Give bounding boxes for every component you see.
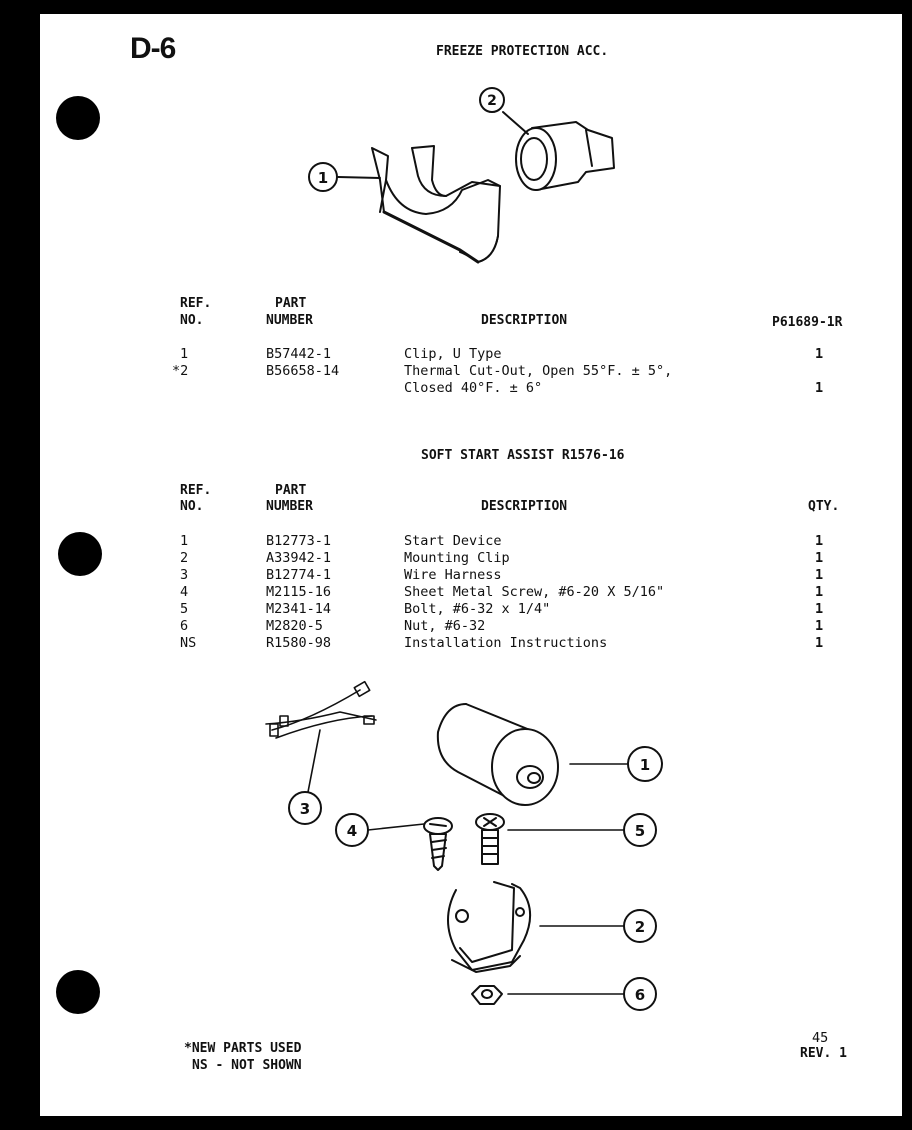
section2-part-header-2: NUMBER bbox=[266, 499, 313, 514]
section1-row1-part: B57442-1 bbox=[266, 346, 332, 362]
section2-row3-ref: 3 bbox=[180, 567, 189, 583]
section2-row5-ref: 5 bbox=[180, 601, 189, 617]
section2-row7-desc: Installation Instructions bbox=[404, 635, 608, 651]
section2-row4-part: M2115-16 bbox=[266, 584, 332, 600]
section2-row4-ref: 4 bbox=[180, 584, 189, 600]
callout-bottom-6: 6 bbox=[634, 986, 646, 1004]
section2-row6-desc: Nut, #6-32 bbox=[404, 618, 486, 634]
section2-row3-qty: 1 bbox=[815, 567, 824, 583]
section2-row5-part: M2341-14 bbox=[266, 601, 332, 617]
section2-description-header: DESCRIPTION bbox=[481, 499, 568, 514]
nut-illustration bbox=[472, 986, 502, 1004]
section2-row2-desc: Mounting Clip bbox=[404, 550, 510, 566]
section1-row2-part: B56658-14 bbox=[266, 363, 340, 379]
revision: REV. 1 bbox=[800, 1046, 847, 1061]
section1-row2-desc-line2: Closed 40°F. ± 6° bbox=[404, 380, 543, 396]
section2-title: SOFT START ASSIST R1576-16 bbox=[421, 448, 625, 463]
section2-row1-part: B12773-1 bbox=[266, 533, 332, 549]
section2-row6-ref: 6 bbox=[180, 618, 189, 634]
section2-row6-qty: 1 bbox=[815, 618, 824, 634]
callout-top-2: 2 bbox=[487, 93, 497, 109]
section1-row2-qty: 1 bbox=[815, 380, 824, 396]
section1-row2-ref: *2 bbox=[172, 363, 189, 379]
section2-row1-ref: 1 bbox=[180, 533, 189, 549]
section1-title: FREEZE PROTECTION ACC. bbox=[436, 44, 609, 59]
callout-top-1: 1 bbox=[317, 169, 329, 187]
wire-harness-illustration bbox=[266, 682, 376, 792]
section1-description-header: DESCRIPTION bbox=[481, 313, 568, 328]
page-number: 45 bbox=[812, 1030, 829, 1046]
callout-bottom-5: 5 bbox=[634, 822, 646, 840]
section2-row6-part: M2820-5 bbox=[266, 618, 323, 634]
thermal-cutout-illustration bbox=[516, 122, 614, 190]
callout-bottom-3: 3 bbox=[299, 800, 311, 818]
section1-part-header-1: PART bbox=[275, 296, 307, 311]
u-clip-illustration bbox=[372, 146, 500, 262]
section2-row2-qty: 1 bbox=[815, 550, 824, 566]
footer-note-not-shown: NS - NOT SHOWN bbox=[192, 1058, 302, 1073]
screw-illustration bbox=[424, 818, 452, 870]
section1-row2-desc: Thermal Cut-Out, Open 55°F. ± 5°, bbox=[404, 363, 673, 379]
callout-bottom-4: 4 bbox=[346, 822, 358, 840]
section2-row4-desc: Sheet Metal Screw, #6-20 X 5/16" bbox=[404, 584, 665, 600]
section1-ref-header-1: REF. bbox=[180, 296, 212, 311]
bolt-illustration bbox=[476, 814, 504, 864]
section1-qty-header: P61689-1R bbox=[772, 315, 843, 330]
section2-row7-qty: 1 bbox=[815, 635, 824, 651]
section2-row3-desc: Wire Harness bbox=[404, 567, 502, 583]
section2-row7-ref: NS bbox=[180, 635, 197, 651]
mounting-clip-illustration bbox=[448, 882, 530, 972]
section2-qty-header: QTY. bbox=[808, 499, 840, 514]
section2-part-header-1: PART bbox=[275, 483, 307, 498]
section2-ref-header-1: REF. bbox=[180, 483, 212, 498]
section1-ref-header-2: NO. bbox=[180, 313, 204, 328]
section1-row1-ref: 1 bbox=[180, 346, 189, 362]
section1-row1-desc: Clip, U Type bbox=[404, 346, 502, 362]
section2-row1-qty: 1 bbox=[815, 533, 824, 549]
section2-row3-part: B12774-1 bbox=[266, 567, 332, 583]
section1-row1-qty: 1 bbox=[815, 346, 824, 362]
section2-row2-ref: 2 bbox=[180, 550, 189, 566]
section2-row1-desc: Start Device bbox=[404, 533, 502, 549]
sheet-id: D-6 bbox=[130, 32, 176, 65]
section2-row5-qty: 1 bbox=[815, 601, 824, 617]
callout-bottom-2: 2 bbox=[634, 918, 646, 936]
section2-row2-part: A33942-1 bbox=[266, 550, 332, 566]
start-device-illustration bbox=[438, 704, 558, 805]
callout-bottom-1: 1 bbox=[639, 756, 651, 774]
section2-row5-desc: Bolt, #6-32 x 1/4" bbox=[404, 601, 551, 617]
section2-ref-header-2: NO. bbox=[180, 499, 204, 514]
section2-row7-part: R1580-98 bbox=[266, 635, 332, 651]
section1-part-header-2: NUMBER bbox=[266, 313, 313, 328]
footer-note-new-parts: *NEW PARTS USED bbox=[184, 1041, 302, 1056]
section2-row4-qty: 1 bbox=[815, 584, 824, 600]
